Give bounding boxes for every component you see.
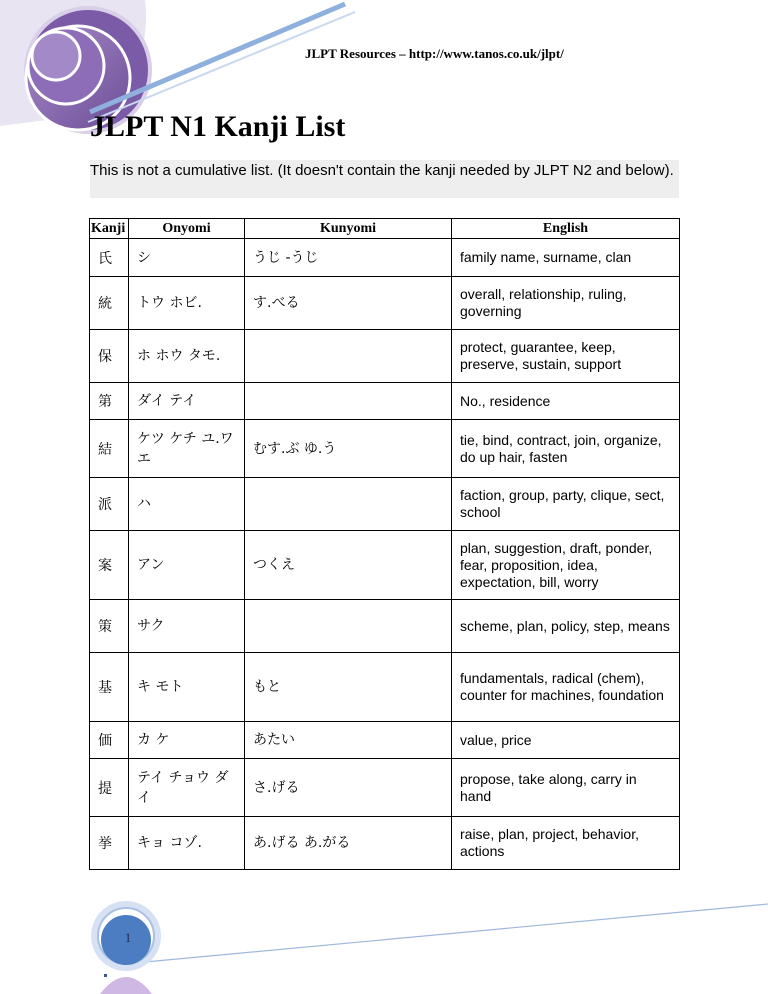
kanji-cell: 策 <box>90 600 129 653</box>
table-row <box>90 722 680 759</box>
table-row <box>90 478 680 531</box>
page-title: JLPT N1 Kanji List <box>90 110 346 143</box>
kunyomi-cell <box>245 330 452 383</box>
english-cell: faction, group, party, clique, sect, school <box>452 478 680 531</box>
onyomi-cell: アン <box>129 531 245 600</box>
english-cell: raise, plan, project, behavior, actions <box>452 817 680 870</box>
kanji-cell: 提 <box>90 759 129 817</box>
table-row <box>90 817 680 870</box>
column-header-kunyomi: Kunyomi <box>245 219 452 239</box>
english-cell: value, price <box>452 722 680 759</box>
onyomi-cell: テイ チョウ ダイ <box>129 759 245 817</box>
onyomi-cell: キ モト <box>129 653 245 722</box>
english-cell: scheme, plan, policy, step, means <box>452 600 680 653</box>
english-cell: protect, guarantee, keep, preserve, sustain, support <box>452 330 680 383</box>
header-text: JLPT Resources – http://www.tanos.co.uk/jlpt/ <box>305 46 564 61</box>
table-header-row <box>90 219 680 239</box>
kunyomi-cell: もと <box>245 653 452 722</box>
kunyomi-cell <box>245 478 452 531</box>
english-cell: No., residence <box>452 383 680 420</box>
kanji-cell: 保 <box>90 330 129 383</box>
table-row <box>90 653 680 722</box>
footer-decoration <box>0 880 768 994</box>
kanji-cell: 統 <box>90 277 129 330</box>
onyomi-cell: ケツ ケチ ユ.ワエ <box>129 420 245 478</box>
kunyomi-cell: むす.ぶ ゆ.う <box>245 420 452 478</box>
column-header-onyomi: Onyomi <box>129 219 245 239</box>
kanji-cell: 基 <box>90 653 129 722</box>
table-row <box>90 330 680 383</box>
kanji-cell: 価 <box>90 722 129 759</box>
table-row <box>90 600 680 653</box>
page-number: 1 <box>124 930 132 945</box>
table-row <box>90 759 680 817</box>
english-cell: overall, relationship, ruling, governing <box>452 277 680 330</box>
kunyomi-cell: うじ -うじ <box>245 239 452 277</box>
column-header-kanji: Kanji <box>90 219 129 239</box>
column-header-english: English <box>452 219 680 239</box>
table-row <box>90 420 680 478</box>
onyomi-cell: シ <box>129 239 245 277</box>
onyomi-cell: キョ コゾ. <box>129 817 245 870</box>
english-cell: plan, suggestion, draft, ponder, fear, proposition, idea, expectation, bill, worry <box>452 531 680 600</box>
english-cell: fundamentals, radical (chem), counter for machines, foundation <box>452 653 680 722</box>
kanji-cell: 氏 <box>90 239 129 277</box>
kanji-cell: 派 <box>90 478 129 531</box>
kunyomi-cell: さ.げる <box>245 759 452 817</box>
table-row <box>90 239 680 277</box>
kanji-cell: 結 <box>90 420 129 478</box>
kanji-cell: 第 <box>90 383 129 420</box>
kunyomi-cell: あ.げる あ.がる <box>245 817 452 870</box>
onyomi-cell: サク <box>129 600 245 653</box>
english-cell: tie, bind, contract, join, organize, do up hair, fasten <box>452 420 680 478</box>
onyomi-cell: カ ケ <box>129 722 245 759</box>
table-row <box>90 531 680 600</box>
english-cell: propose, take along, carry in hand <box>452 759 680 817</box>
kunyomi-cell: す.べる <box>245 277 452 330</box>
kunyomi-cell: つくえ <box>245 531 452 600</box>
table-row <box>90 383 680 420</box>
onyomi-cell: ダイ テイ <box>129 383 245 420</box>
intro-text: This is not a cumulative list. (It doesn't contain the kanji needed by JLPT N2 and below). <box>90 160 679 198</box>
english-cell: family name, surname, clan <box>452 239 680 277</box>
table-row <box>90 277 680 330</box>
kanji-cell: 案 <box>90 531 129 600</box>
kunyomi-cell <box>245 383 452 420</box>
onyomi-cell: ホ ホウ タモ. <box>129 330 245 383</box>
onyomi-cell: ハ <box>129 478 245 531</box>
onyomi-cell: トウ ホビ. <box>129 277 245 330</box>
kanji-table <box>89 218 680 870</box>
kunyomi-cell: あたい <box>245 722 452 759</box>
kunyomi-cell <box>245 600 452 653</box>
kanji-cell: 挙 <box>90 817 129 870</box>
